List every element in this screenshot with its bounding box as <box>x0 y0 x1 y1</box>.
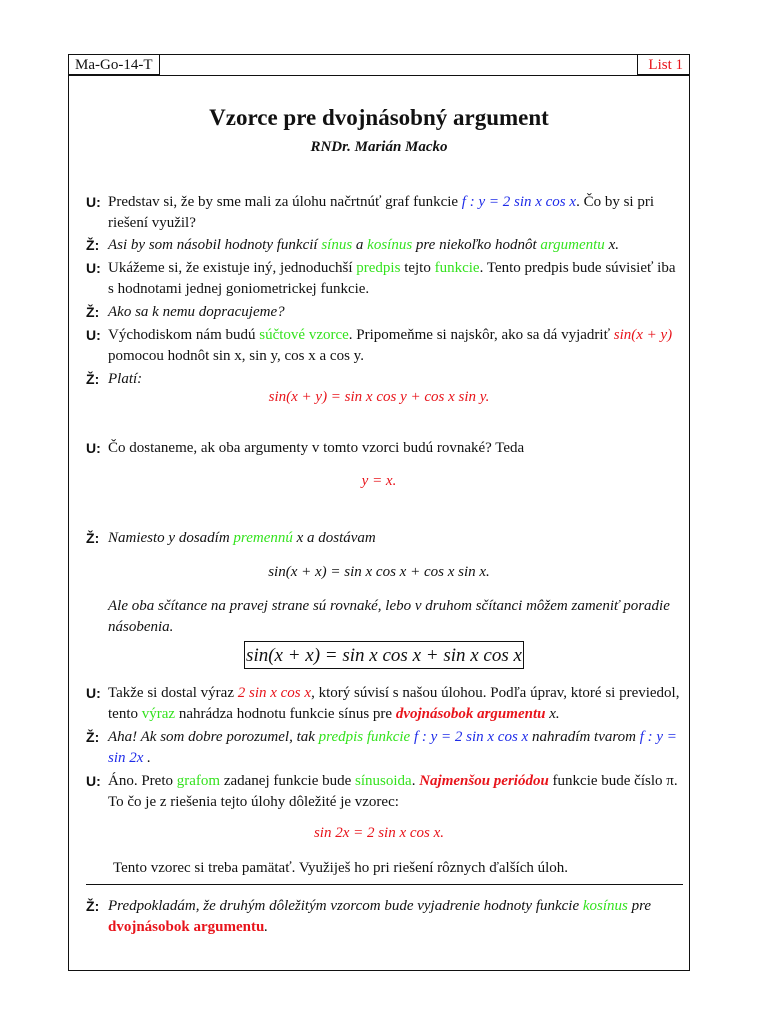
dialogue-z-1: Ž: Asi by som násobil hodnoty funkcií sínus a kosínus pre niekoľko hodnôt argumentu x. <box>86 237 619 253</box>
term-grafom: grafom <box>176 773 221 789</box>
sum-expression: sin(x + y) <box>613 327 673 343</box>
section-divider <box>86 884 683 885</box>
term-dvojnasobok-2: dvojnásobok argumentu <box>108 919 265 935</box>
term-suctove-vzorce: súčtové vzorce <box>259 327 349 343</box>
equation-sum-formula: sin(x + y) = sin x cos y + cos x sin y. <box>268 389 490 405</box>
product-expression: 2 sin x cos x <box>237 685 312 701</box>
equation-double: sin(x + x) = sin x cos x + cos x sin x. <box>268 564 490 580</box>
dialogue-u-5: U: Takže si dostal výraz 2 sin x cos x, ktorý súvisí s našou úlohou. Podľa úprav, ktoré si previedol, tento výraz nahrádza hodnotu funkcie sínus pre dvojnásobok argumentu x. <box>86 685 680 722</box>
page-title: Vzorce pre dvojnásobný argument <box>209 105 549 130</box>
function-formula: f : y = 2 sin x cos x <box>461 194 577 210</box>
equation-sin2x: sin 2x = 2 sin x cos x. <box>313 825 445 841</box>
function-sin2x: f : y = sin 2x <box>108 729 677 766</box>
term-predpis: predpis <box>356 260 401 276</box>
speaker-z: Ž <box>86 237 95 253</box>
dialogue-z-2: Ž: Ako sa k nemu dopracujeme? <box>86 304 285 320</box>
page-header <box>69 55 689 75</box>
term-sinus: sínus <box>321 237 353 253</box>
term-dvojnasobok: dvojnásobok argumentu <box>395 706 546 722</box>
dialogue-u-3: U: Východiskom nám budú súčtové vzorce. Pripomeňme si najskôr, ako sa dá vyjadriť sin(x + y) pomocou hodnôt sin x, sin y, cos x a cos y. <box>86 327 673 364</box>
closing-note: Tento vzorec si treba pamätať. Využiješ ho pri riešení rôznych ďalších úloh. <box>113 860 569 876</box>
term-kosinus: kosínus <box>367 237 413 253</box>
term-sinusoida: sínusoida <box>355 773 412 789</box>
document-code: Ma-Go-14-T <box>69 55 160 75</box>
dialogue-z-5: Ž: Aha! Ak som dobre porozumel, tak predpis funkcie f : y = 2 sin x cos x nahradím tvarom f : y = sin 2x . <box>86 729 677 766</box>
term-argument: argumentu <box>540 237 605 253</box>
dialogue-z-6: Ž: Predpokladám, že druhým dôležitým vzorcom bude vyjadrenie hodnoty funkcie kosínus pre dvojnásobok argumentu. <box>86 898 652 935</box>
dialogue-z-4: Ž: Namiesto y dosadím premennú x a dostávam <box>86 530 376 546</box>
equation-y-equals-x: y = x. <box>361 473 397 489</box>
author: RNDr. Marián Macko <box>310 139 448 155</box>
dialogue-u-4: U: Čo dostaneme, ak oba argumenty v tomto vzorci budú rovnaké? Teda <box>86 440 525 456</box>
term-predpis-funkcie: predpis funkcie <box>318 729 411 745</box>
dialogue-u-1: U: Predstav si, že by sme mali za úlohu načrtnúť graf funkcie f : y = 2 sin x cos x. Čo by si pri riešení využil? <box>86 194 654 231</box>
dialogue-z-3: Ž: Platí: <box>86 371 143 387</box>
term-kosinus-2: kosínus <box>582 898 628 914</box>
dialogue-z-4-cont: Ale oba sčítance na pravej strane sú rovnaké, lebo v druhom sčítanci môžem zameniť poradie násobenia. <box>108 598 670 635</box>
sheet-number: List 1 <box>637 55 689 75</box>
dialogue-u-2: U: Ukážeme si, že existuje iný, jednoduchší predpis tejto funkcie. Tento predpis bude súvisieť iba s hodnotami jednej goniometrickej funkcie. <box>86 260 676 297</box>
term-funkcie: funkcie <box>434 260 480 276</box>
worksheet-page <box>68 54 690 971</box>
term-perioda: Najmenšou periódou <box>419 773 549 789</box>
term-vyraz: výraz <box>141 706 176 722</box>
boxed-equation: sin(x + x) = sin x cos x + sin x cos x <box>244 641 524 669</box>
term-premenna: premennú <box>233 530 293 546</box>
speaker-u: U <box>86 194 97 210</box>
header-divider <box>69 75 689 76</box>
dialogue-u-6: U: Áno. Preto grafom zadanej funkcie bude sínusoida. Najmenšou periódou funkcie bude číslo π. To čo je z riešenia tejto úlohy dôležité je vzorec: <box>86 773 678 810</box>
